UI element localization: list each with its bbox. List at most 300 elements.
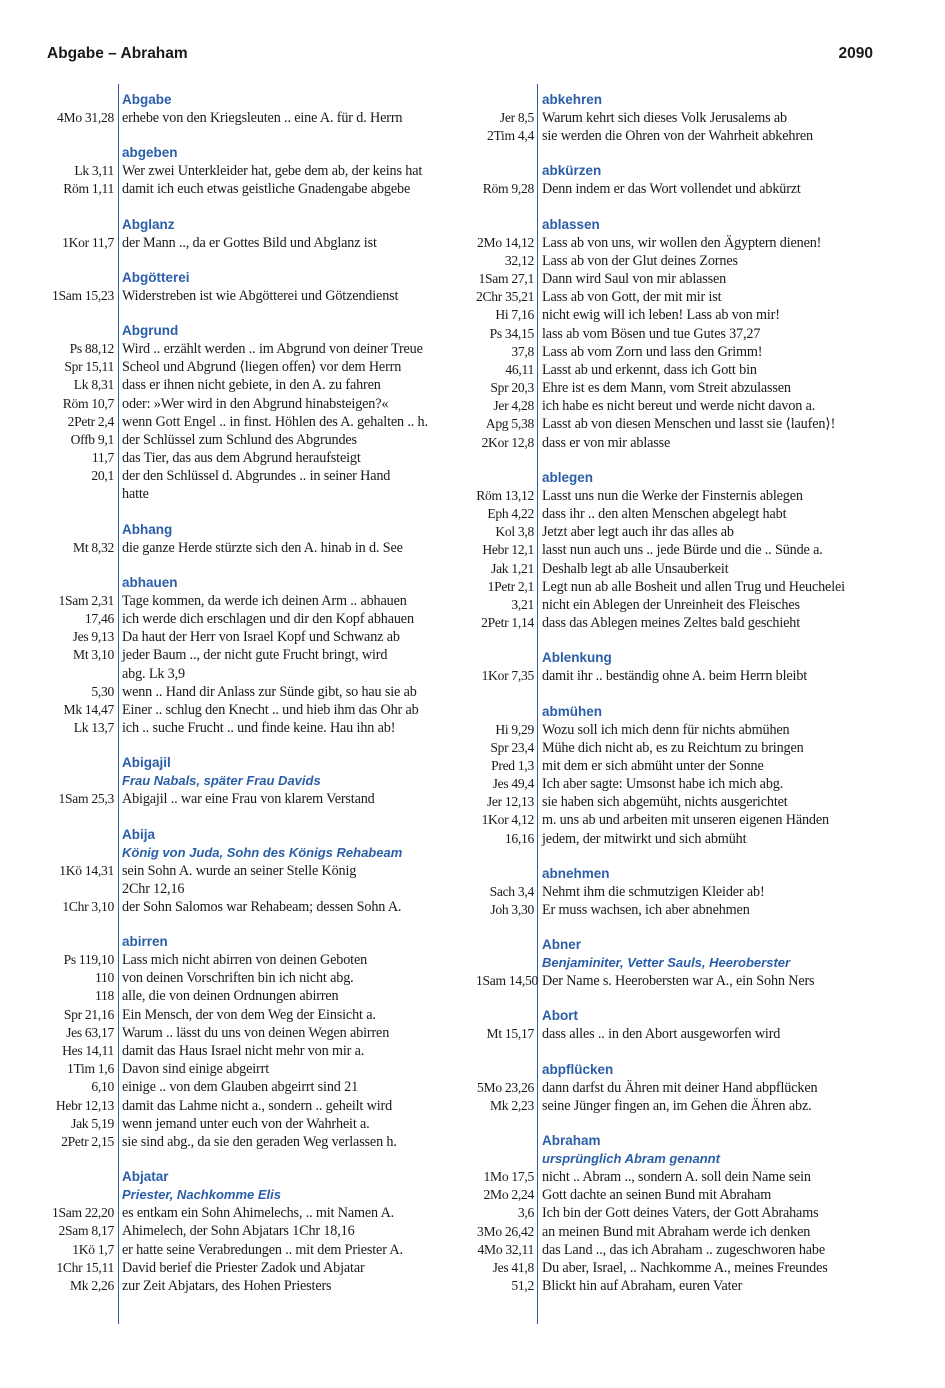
reference-line [10, 1222, 405, 1240]
reference-line [476, 1241, 886, 1259]
verse-reference: Ps 34,15 [489, 325, 534, 341]
entry-subtitle: König von Juda, Sohn des Königs Rehabeam [122, 844, 403, 860]
reference-line [476, 721, 886, 739]
verse-excerpt: Warum .. lässt du uns von deinen Wegen abirren [122, 1024, 390, 1041]
reference-line [476, 775, 886, 793]
verse-reference: Röm 9,28 [482, 181, 534, 197]
verse-excerpt: jedem, der mitwirkt und sich abmüht [542, 830, 747, 847]
verse-excerpt: Lasst ab von diesen Menschen und lasst sie ⟨laufen⟩! [542, 416, 836, 433]
verse-reference: Jer 8,5 [499, 110, 534, 125]
reference-line [10, 485, 405, 503]
verse-reference [10, 880, 122, 898]
reference-line [476, 415, 886, 433]
entry-headword: abmühen [542, 703, 603, 719]
concordance-entry [476, 216, 886, 452]
verse-excerpt: lass ab vom Bösen und tue Gutes 37,27 [542, 325, 761, 342]
verse-excerpt: sein Sohn A. wurde an seiner Stelle König [122, 862, 357, 879]
verse-excerpt: mit dem er sich abmüht unter der Sonne [542, 757, 764, 774]
verse-excerpt: er hatte seine Verabredungen .. mit dem Priester A. [122, 1241, 403, 1258]
reference-line [10, 628, 405, 646]
entry-subtitle: ursprünglich Abram genannt [542, 1150, 720, 1166]
verse-excerpt: Denn indem er das Wort vollendet und abkürzt [542, 181, 801, 198]
reference-line [10, 1133, 405, 1151]
verse-excerpt: ich werde dich erschlagen und dir den Kopf abhauen [122, 611, 414, 627]
concordance-entry [10, 826, 405, 917]
verse-excerpt: Lasst uns nun die Werke der Finsternis ablegen [542, 487, 803, 504]
verse-reference: 1Kor 4,12 [481, 812, 534, 828]
verse-excerpt: der den Schlüssel d. Abgrundes .. in seiner Hand [122, 468, 391, 485]
verse-excerpt: nicht .. Abram .., sondern A. soll dein Name sein [542, 1168, 811, 1185]
verse-excerpt: dann darfst du Ähren mit deiner Hand abpflücken [542, 1079, 818, 1096]
verse-excerpt: Lass ab von Gott, der mit mir ist [542, 289, 722, 306]
verse-excerpt: das Land .., das ich Abraham .. zugeschworen habe [542, 1241, 826, 1258]
verse-reference [10, 665, 122, 683]
reference-line [476, 361, 886, 379]
reference-line [10, 376, 405, 394]
reference-line [476, 180, 886, 198]
verse-excerpt: alle, die von deinen Ordnungen abirren [122, 988, 339, 1005]
verse-excerpt: Tage kommen, da werde ich deinen Arm .. abhauen [122, 592, 407, 609]
verse-reference: Mt 15,17 [486, 1026, 534, 1042]
verse-excerpt: Einer .. schlug den Knecht .. und hieb ihm das Ohr ab [122, 701, 419, 718]
verse-reference: 1Mo 17,5 [483, 1168, 534, 1184]
verse-reference: 2Mo 14,12 [477, 234, 534, 250]
concordance-entry [10, 933, 405, 1151]
reference-line [476, 901, 886, 919]
verse-reference: Röm 13,12 [476, 487, 534, 503]
entry-headword: Abjatar [122, 1169, 169, 1185]
verse-reference: Hebr 12,1 [482, 542, 534, 558]
reference-line [476, 343, 886, 361]
verse-reference: Lk 3,11 [74, 163, 114, 179]
entry-headword: Ablenkung [542, 650, 612, 666]
reference-line [10, 665, 405, 683]
verse-excerpt: Wer zwei Unterkleider hat, gebe dem ab, der keins hat [122, 163, 423, 180]
verse-excerpt: Lass ab von uns, wir wollen den Ägyptern dienen! [542, 234, 822, 251]
verse-reference: Offb 9,1 [70, 431, 114, 447]
entry-headword: abnehmen [542, 865, 610, 881]
entry-headword: Abgrund [122, 322, 179, 338]
verse-excerpt: Lass ab vom Zorn und lass den Grimm! [542, 343, 763, 360]
verse-reference: Mt 8,32 [73, 539, 114, 555]
verse-reference: 1Chr 15,11 [56, 1259, 114, 1275]
entry-headword: Abort [542, 1008, 578, 1024]
verse-reference: Mk 2,23 [490, 1097, 534, 1113]
reference-line [10, 683, 417, 701]
verse-excerpt: zur Zeit Abjatars, des Hohen Priesters [122, 1277, 332, 1294]
verse-reference: Jak 1,21 [491, 560, 534, 576]
verse-reference: Lk 13,7 [73, 720, 114, 736]
reference-line [10, 413, 428, 431]
verse-excerpt: Deshalb legt ab alle Unsauberkeit [542, 560, 729, 577]
reference-line [476, 757, 886, 775]
concordance-entry [10, 216, 405, 252]
reference-line [10, 1115, 405, 1133]
reference-line [476, 523, 886, 541]
verse-excerpt: die ganze Herde stürzte sich den A. hinab in d. See [122, 539, 403, 556]
verse-reference: 1Sam 27,1 [478, 270, 534, 286]
reference-line [10, 358, 405, 376]
reference-line [10, 180, 411, 198]
verse-reference: 2Sam 8,17 [58, 1223, 114, 1239]
verse-excerpt: ich .. suche Frucht .. und finde keine. Hau ihn ab! [122, 720, 396, 737]
concordance-entry [476, 469, 886, 633]
verse-reference: 1Sam 15,23 [52, 287, 114, 303]
verse-reference: 1Sam 25,3 [58, 791, 114, 807]
verse-excerpt: Legt nun ab alle Bosheit und allen Trug und Heuchelei [542, 578, 845, 595]
reference-line [476, 883, 886, 901]
verse-reference [10, 485, 122, 503]
concordance-entry [10, 144, 423, 198]
reference-line [476, 1204, 886, 1222]
verse-reference: 1Kor 7,35 [481, 668, 534, 684]
reference-line [476, 1168, 886, 1186]
reference-line [476, 434, 886, 452]
entry-headword: abpflücken [542, 1061, 614, 1077]
reference-line [476, 1097, 886, 1115]
verse-excerpt: 2Chr 12,16 [122, 880, 185, 897]
concordance-entry [476, 703, 886, 848]
reference-line [476, 811, 886, 829]
verse-reference: 5,30 [91, 683, 114, 699]
reference-line [476, 1186, 886, 1204]
verse-excerpt: Ich bin der Gott deines Vaters, der Gott Abrahams [542, 1205, 819, 1222]
reference-line [10, 1277, 405, 1295]
verse-excerpt: Scheol und Abgrund ⟨liegen offen⟩ vor dem Herrn [122, 359, 402, 376]
verse-reference: 4Mo 31,28 [57, 110, 114, 125]
verse-excerpt: Blickt hin auf Abraham, euren Vater [542, 1278, 743, 1295]
concordance-entry [10, 754, 405, 808]
verse-reference: 1Kor 11,7 [62, 234, 114, 250]
verse-excerpt: einige .. von dem Glauben abgeirrt sind 21 [122, 1079, 359, 1096]
verse-reference: 2Petr 1,14 [481, 615, 534, 631]
verse-reference: 2Petr 2,4 [67, 413, 114, 429]
verse-reference: Spr 20,3 [490, 380, 534, 396]
verse-reference: 3,6 [517, 1205, 534, 1221]
entry-subtitle: Priester, Nachkomme Elis [122, 1187, 281, 1203]
verse-excerpt: das Tier, das aus dem Abgrund heraufsteigt [122, 450, 361, 467]
verse-excerpt: Gott dachte an seinen Bund mit Abraham [542, 1187, 772, 1204]
reference-line [476, 234, 886, 252]
verse-excerpt: wenn Gott Engel .. in finst. Höhlen des A. gehalten .. h. [122, 413, 428, 430]
verse-excerpt: David berief die Priester Zadok und Abjatar [122, 1259, 365, 1276]
entry-headword: ablegen [542, 469, 594, 485]
reference-line [10, 790, 405, 808]
verse-excerpt: Ahimelech, der Sohn Abjatars 1Chr 18,16 [122, 1223, 355, 1240]
reference-line [10, 234, 405, 252]
verse-excerpt: wenn jemand unter euch von der Wahrheit a. [122, 1115, 370, 1132]
verse-reference: 32,12 [504, 252, 534, 268]
verse-excerpt: es entkam ein Sohn Ahimelechs, .. mit Namen A. [122, 1205, 395, 1222]
verse-reference: Jes 9,13 [72, 629, 114, 645]
reference-line [10, 467, 405, 485]
reference-line [476, 325, 886, 343]
concordance-entry [476, 162, 886, 198]
reference-line [10, 449, 405, 467]
reference-line [10, 1042, 405, 1060]
verse-reference: Jer 12,13 [486, 794, 534, 810]
entry-headword: ablassen [542, 216, 600, 232]
page-title: Abgabe – Abraham [47, 45, 188, 62]
reference-line [10, 719, 405, 737]
verse-reference: Ps 88,12 [69, 340, 114, 356]
verse-reference: Spr 15,11 [64, 359, 114, 375]
verse-excerpt: nicht ein Ablegen der Unreinheit des Fleisches [542, 596, 800, 613]
reference-line [10, 162, 423, 180]
verse-excerpt: Nehmt ihm die schmutzigen Kleider ab! [542, 883, 765, 900]
verse-reference: Hebr 12,13 [55, 1097, 114, 1113]
verse-reference: Hes 14,11 [62, 1043, 114, 1058]
reference-line [476, 1025, 886, 1043]
verse-excerpt: Ich aber sagte: Umsonst habe ich mich abg. [542, 776, 784, 793]
verse-reference: Pred 1,3 [491, 757, 534, 773]
verse-excerpt: Ein Mensch, der von dem Weg der Einsicht a. [122, 1006, 376, 1023]
reference-line [476, 1223, 886, 1241]
reference-line [10, 646, 405, 664]
reference-line [10, 969, 405, 987]
verse-reference: 46,11 [505, 361, 534, 377]
reference-line [476, 1079, 886, 1097]
entry-subtitle: Benjaminiter, Vetter Sauls, Heeroberster [542, 955, 791, 971]
entry-headword: abkürzen [542, 163, 602, 179]
entry-headword: Abraham [542, 1132, 601, 1148]
page-number: 2090 [838, 45, 873, 62]
verse-reference: Röm 1,11 [63, 181, 114, 197]
reference-line [476, 830, 886, 848]
verse-excerpt: dass ihr .. den alten Menschen abgelegt habt [542, 506, 787, 522]
verse-reference: Sach 3,4 [489, 883, 534, 899]
reference-line [476, 739, 886, 757]
verse-excerpt: nicht ewig will ich leben! Lass ab von mir! [542, 307, 780, 324]
reference-line [10, 701, 419, 719]
verse-reference: 1Sam 2,31 [58, 592, 114, 608]
entry-headword: Abglanz [122, 216, 175, 232]
verse-excerpt: Lass mich nicht abirren von deinen Geboten [122, 952, 368, 969]
entry-headword: Abgötterei [122, 269, 190, 285]
concordance-entry [10, 91, 405, 127]
verse-excerpt: Wird .. erzählt werden .. im Abgrund von deiner Treue [122, 340, 423, 357]
reference-line [476, 541, 886, 559]
reference-line [10, 395, 405, 413]
reference-line [10, 862, 405, 880]
verse-excerpt: Warum kehrt sich dieses Volk Jerusalems ab [542, 110, 787, 126]
verse-reference: Lk 8,31 [73, 377, 114, 393]
reference-line [476, 505, 886, 523]
reference-line [476, 614, 886, 632]
verse-reference: 2Petr 2,15 [61, 1133, 114, 1149]
concordance-entry [476, 1007, 886, 1043]
verse-reference: 11,7 [91, 450, 114, 466]
verse-reference: 4Mo 32,11 [477, 1241, 534, 1257]
verse-excerpt: oder: »Wer wird in den Abgrund hinabsteigen?« [122, 395, 389, 412]
verse-reference: Joh 3,30 [490, 902, 534, 917]
verse-excerpt: Mühe dich nicht ab, es zu Reichtum zu bringen [542, 739, 804, 756]
reference-line [476, 1277, 886, 1295]
verse-reference: Mk 2,26 [70, 1277, 114, 1293]
entry-subtitle: Frau Nabals, später Frau Davids [122, 773, 321, 789]
verse-excerpt: von deinen Vorschriften bin ich nicht abg. [122, 970, 354, 987]
verse-reference: Spr 23,4 [490, 739, 534, 755]
verse-excerpt: damit ihr .. beständig ohne A. beim Herrn bleibt [542, 668, 808, 685]
verse-excerpt: hatte [122, 486, 149, 503]
verse-excerpt: abg. Lk 3,9 [122, 665, 185, 682]
reference-line [10, 109, 405, 127]
verse-excerpt: Dann wird Saul von mir ablassen [542, 270, 727, 287]
reference-line [10, 898, 405, 916]
verse-reference: 1Kö 14,31 [59, 862, 114, 878]
verse-reference: Hi 7,16 [495, 307, 534, 323]
verse-reference: 2Chr 35,21 [476, 289, 535, 305]
verse-reference: 110 [95, 970, 114, 986]
concordance-entry [476, 91, 886, 145]
verse-excerpt: Lass ab von der Glut deines Zornes [542, 252, 738, 269]
verse-excerpt: Abigajil .. war eine Frau von klarem Verstand [122, 791, 375, 808]
verse-excerpt: damit das Lahme nicht a., sondern .. geheilt wird [122, 1097, 393, 1114]
concordance-entry [10, 322, 428, 504]
verse-excerpt: seine Jünger fingen an, im Gehen die Ähren abz. [542, 1097, 812, 1114]
verse-excerpt: Davon sind einige abgeirrt [122, 1061, 269, 1078]
verse-excerpt: Der Name s. Heerobersten war A., ein Sohn Ners [542, 973, 815, 990]
right-column [476, 91, 886, 1295]
verse-excerpt: sie haben sich abgemüht, nichts ausgerichtet [542, 794, 788, 811]
verse-reference: 5Mo 23,26 [477, 1079, 534, 1095]
verse-reference: Ps 119,10 [63, 952, 114, 968]
verse-excerpt: an meinen Bund mit Abraham werde ich denken [542, 1223, 811, 1240]
reference-line [476, 667, 886, 685]
reference-line [10, 431, 405, 449]
verse-reference: 20,1 [91, 468, 114, 484]
reference-line [476, 596, 886, 614]
verse-reference: 6,10 [91, 1079, 114, 1095]
reference-line [10, 1006, 405, 1024]
entry-headword: Abgabe [122, 92, 172, 107]
verse-excerpt: Lasst ab und erkennt, dass ich Gott bin [542, 361, 757, 378]
verse-reference: Röm 10,7 [62, 395, 114, 411]
verse-reference: 1Tim 1,6 [67, 1061, 114, 1077]
entry-headword: abkehren [542, 92, 603, 107]
reference-line [10, 610, 414, 628]
verse-excerpt: sie sind abg., da sie den geraden Weg verlassen h. [122, 1133, 397, 1150]
reference-line [10, 1024, 405, 1042]
verse-excerpt: Ehre ist es dem Mann, vom Streit abzulassen [542, 380, 791, 397]
reference-line [476, 397, 886, 415]
reference-line [476, 793, 886, 811]
concordance-entry [10, 521, 405, 557]
concordance-entry [10, 1168, 405, 1295]
entry-headword: Abija [122, 826, 156, 842]
reference-line [476, 270, 886, 288]
reference-line [476, 487, 886, 505]
verse-reference: 3Mo 26,42 [477, 1223, 534, 1239]
verse-excerpt: Wozu soll ich mich denn für nichts abmühen [542, 721, 790, 738]
reference-line [10, 592, 405, 610]
reference-line [476, 252, 886, 270]
entry-headword: abirren [122, 934, 168, 950]
verse-excerpt: erhebe von den Kriegsleuten .. eine A. für d. Herrn [122, 110, 403, 126]
verse-excerpt: Jetzt aber legt auch ihr das alles ab [542, 524, 734, 541]
verse-excerpt: damit ich euch etwas geistliche Gnadengabe abgebe [122, 181, 411, 198]
verse-excerpt: Widerstreben ist wie Abgötterei und Götzendienst [122, 287, 399, 304]
verse-excerpt: der Schlüssel zum Schlund des Abgrundes [122, 431, 357, 448]
verse-reference: 118 [95, 988, 114, 1004]
reference-line [476, 127, 886, 145]
reference-line [476, 306, 886, 324]
verse-reference: Mt 3,10 [73, 647, 114, 663]
verse-excerpt: Da haut der Herr von Israel Kopf und Schwanz ab [122, 629, 400, 646]
verse-reference: Jes 63,17 [66, 1024, 114, 1040]
verse-reference: Spr 21,16 [63, 1006, 114, 1022]
reference-line [10, 880, 405, 898]
reference-line [10, 1060, 405, 1078]
verse-excerpt: sie werden die Ohren von der Wahrheit abkehren [542, 128, 814, 145]
concordance-entry [476, 865, 886, 919]
reference-line [10, 340, 423, 358]
reference-line [10, 1204, 405, 1222]
verse-excerpt: dass alles .. in den Abort ausgeworfen wird [542, 1026, 781, 1043]
verse-reference: 1Sam 14,50 [476, 973, 538, 989]
verse-reference: 17,46 [84, 611, 114, 626]
reference-line [476, 972, 886, 990]
verse-excerpt: dass er ihnen nicht gebiete, in den A. zu fahren [122, 377, 381, 394]
verse-excerpt: lasst nun auch uns .. jede Bürde und die .. Sünde a. [542, 542, 823, 559]
verse-reference: 3,21 [511, 596, 534, 612]
entry-headword: Abhang [122, 521, 173, 537]
verse-excerpt: der Mann .., da er Gottes Bild und Abglanz ist [122, 234, 377, 251]
verse-excerpt: der Sohn Salomos war Rehabeam; dessen Sohn A. [122, 898, 402, 915]
verse-excerpt: Du aber, Israel, .. Nachkomme A., meines Freundes [542, 1259, 828, 1276]
verse-reference: Mk 14,47 [63, 701, 114, 717]
verse-reference: 51,2 [511, 1278, 534, 1294]
verse-reference: 1Sam 22,20 [52, 1205, 114, 1221]
entry-headword: Abner [542, 937, 582, 953]
reference-line [476, 288, 886, 306]
reference-line [10, 1259, 405, 1277]
verse-reference: 1Petr 2,1 [487, 578, 534, 594]
verse-reference: 2Tim 4,4 [487, 128, 534, 144]
verse-reference: 16,16 [504, 830, 534, 846]
verse-excerpt: jeder Baum .., der nicht gute Frucht bringt, wird [122, 647, 388, 664]
entry-headword: abhauen [122, 574, 178, 590]
verse-reference: 1Kö 1,7 [72, 1241, 114, 1257]
verse-excerpt: dass das Ablegen meines Zeltes bald geschieht [542, 615, 801, 632]
verse-excerpt: wenn .. Hand dir Anlass zur Sünde gibt, so hau sie ab [122, 683, 417, 700]
verse-reference: Jer 4,28 [493, 398, 534, 414]
verse-excerpt: Er muss wachsen, ich aber abnehmen [542, 902, 750, 918]
reference-line [476, 560, 886, 578]
verse-reference: Apg 5,38 [485, 416, 534, 432]
verse-reference: Kol 3,8 [495, 524, 534, 540]
verse-reference: Hi 9,29 [495, 721, 534, 737]
verse-reference: 1Chr 3,10 [62, 898, 114, 914]
verse-reference: Jak 5,19 [71, 1115, 114, 1131]
reference-line [476, 379, 886, 397]
reference-line [476, 1259, 886, 1277]
concordance-entry [476, 1061, 886, 1115]
reference-line [476, 578, 886, 596]
entry-headword: Abigajil [122, 755, 171, 771]
verse-excerpt: dass er von mir ablasse [542, 434, 671, 451]
concordance-entry [476, 1132, 886, 1295]
verse-reference: Jes 49,4 [492, 776, 534, 792]
concordance-entry [476, 649, 886, 685]
concordance-entry [476, 936, 886, 990]
reference-line [10, 1241, 405, 1259]
verse-excerpt: damit das Haus Israel nicht mehr von mir a. [122, 1043, 365, 1059]
left-column [10, 91, 428, 1295]
reference-line [10, 539, 405, 557]
reference-line [10, 1078, 405, 1096]
verse-reference: 2Mo 2,24 [483, 1187, 534, 1203]
